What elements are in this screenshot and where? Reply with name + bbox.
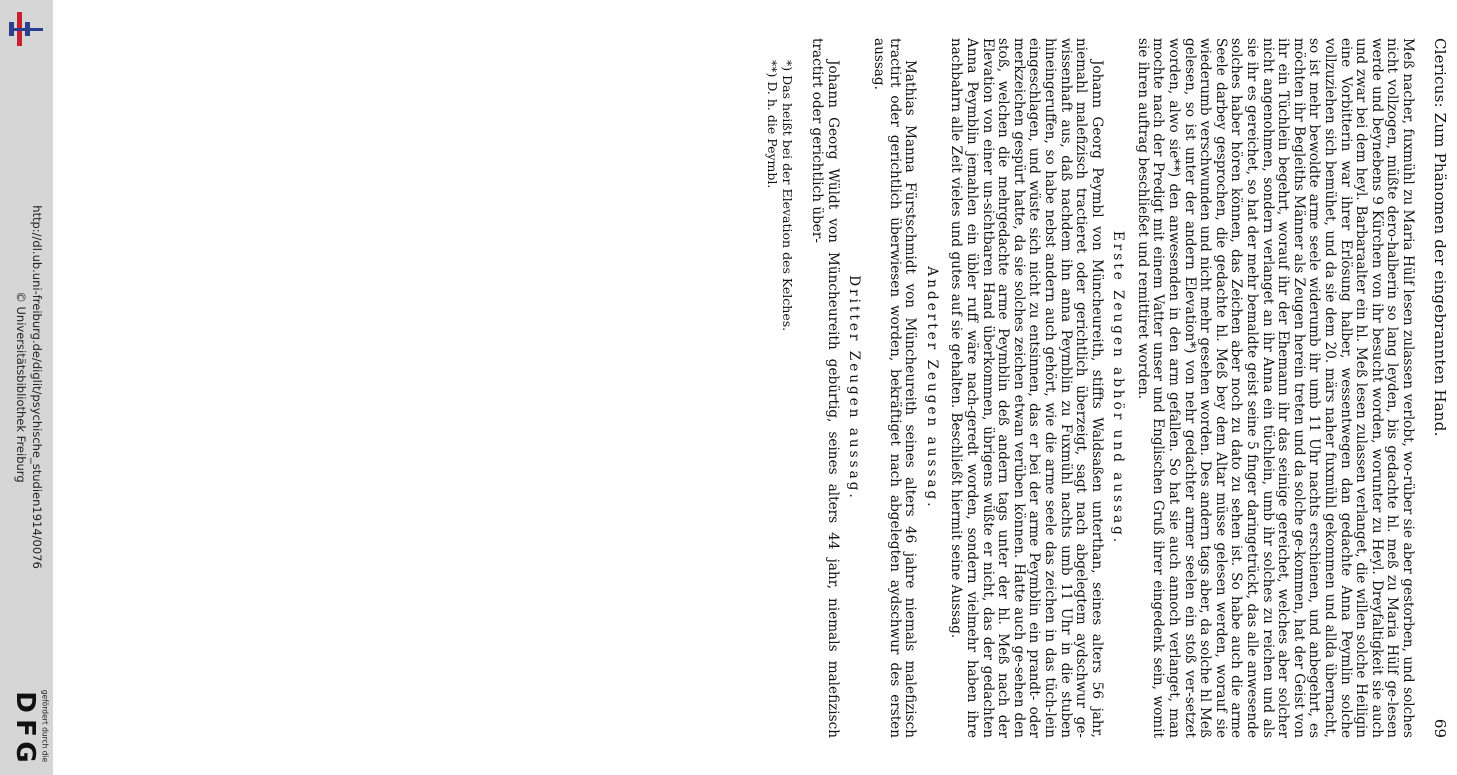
copyright-note: © Universitätsbibliothek Freiburg — [14, 291, 28, 483]
section-heading-1: Erste Zeugen abhör und aussag. — [1110, 230, 1127, 546]
source-url[interactable]: http://dl.ub.uni-freiburg.de/diglit/psychische_studien1914/0076 — [30, 205, 44, 569]
paragraph-4: Johann Georg Wüldt von Müncheureith gebürtig, seines alters 44 jahr, niemals malefizisch tractirt oder gerichtlich über- — [809, 38, 841, 738]
paragraph-3: Mathias Manna Fürstschmidt von Müncheureith seines alters 46 jahre niemals malefizisch tractirt oder gerichtlich überwiesen worden, bekräftiget nach abgelegten aydschwur des ersten aussag. — [871, 38, 919, 738]
dfg-letter-d: D — [10, 691, 40, 713]
section-heading-3: Dritter Zeugen aussag. — [846, 275, 863, 501]
footnote-1: *) Das heißt bei der Elevation des Kelches. — [779, 60, 795, 332]
running-title: Clericus: Zum Phänomen der eingebrannten Hand. — [1431, 38, 1449, 437]
footnote-2: **) D. h. die Peymbl. — [764, 60, 780, 189]
page-viewport — [55, 0, 1457, 775]
paragraph-2: Johann Georg Peymbl von Müncheureith, stiffts Waldsaßen unterthan, seines alters 56 jahr, niemahl malefizisch tractieret oder gerichtlich überzeigt, sagt nach abgelegtem aydschwur ge-wissenhaft aus, daß nachdem ihn anna Peymblin zu Fuxmühl nachts umb 11 Uhr in die stuben hineingeruffen, so habe nebst andern auch gehört, wie die arme seele das zeichen in das tüch-lein eingeschlagen, und wüste sich nicht zu entsinnen, das er bei der arme Peymblin ein prandt- oder merkzeichen gespürt hatte, da sie solches zeichen etwan verüben können. Hatte auch ge-sehen den stoß, welchen die mehrgedachte arme Peymblin deß andern tags unter der hl. Meß nach der Elevation von einer un-sichtbaren Hand überkommen, übrigens wüßte er nicht, das der gedachten Anna Peymblin jemahlen ein übler ruff wäre nach-geredt worden, sondern vielmehr haben ihre nachbahrn alle Zeit vieles und gutes auf sie gehalten. Beschließt hiermit seine Aussag. — [948, 38, 1105, 738]
page-number: 69 — [1431, 718, 1449, 738]
dfg-letter-g: G — [10, 741, 40, 763]
paragraph-1: Meß nacher, fuxmühl zu Maria Hülf lesen zulassen verlobt, wo-rüber sie aber gestorben, und solches nicht vollzogen, müßte dero-halberin so lang leyden, bis gedachte hl. meß zu Maria Hülf ge-lesen werde und beynebens 9 Kürchen von ihr besucht worden, worunter zu Heyl. Dreyfaltigkeit sie auch und zwar bei dem heyl. Barbaraalter ein hl. Meß lesen zulassen verlanget, die willen solche Heiligin eine Vorbitterin war ihrer Erlösung halber, wessentwegen dan gedachte Anna Peymlin solche vollzuziehen sich bemühet, und da sie dem 20. märs naher fuxmühl gekommen und allda übernacht, so ist mehr bewoldte arme seele widerumb ihr umb 11 Uhr nachts erschienen, und anbegehrt, es möchten ihr Begleiths Männer als Zeugen herein treten und da solche ge-kommen, hat der Geist von ihr ein Tüchlein begehrt, worauf ihr der Ehemann ihr das seinige gereichet, welches aber solcher nicht angenohmen, sondern verlanget an ihr Anna ein tüchlein, umb ihr solches zu reichen und als sie ihr es gereichet, so hat der mehr bemaldte geist seine 5 finger daringetrückt, das alle anwesende solches haber hören können, das Zeichen aber noch zu dato zu sehen ist. So habe auch die arme Seele darbey gesprochen, die gedachte hl. Meß bey dem Altar müsse gelesen werden, worauf sie wiederumb verschwunden und nicht mehr gesehen worden. Des andern tags aber, da solche hl Meß gelesen, so ist unter der andern Elevation*) von nehr gedachter armer seelen ein stoß ver-setzet worden, alwo sie**) den anwesenden in den arm gefallen. So hat sie auch annoch verlanget, man mochte nach der Predigt mit einem Vatter unser und Englischen Gruß ihrer eingedenk sein, womit sie ihren auftrag beschließet und remittiret worden. — [1134, 38, 1416, 738]
dfg-subtitle: gefördert durch die — [40, 689, 50, 763]
section-heading-2: Anderter Zeugen aussag. — [923, 266, 940, 510]
source-info — [9, 7, 45, 767]
scanned-page — [307, 38, 1457, 738]
page-header — [1427, 38, 1457, 738]
dfg-logo[interactable] — [5, 685, 49, 767]
page-body — [765, 38, 1415, 738]
dfg-letter-f: F — [10, 719, 40, 737]
footnotes — [765, 38, 795, 738]
viewer-sidebar — [0, 0, 53, 775]
